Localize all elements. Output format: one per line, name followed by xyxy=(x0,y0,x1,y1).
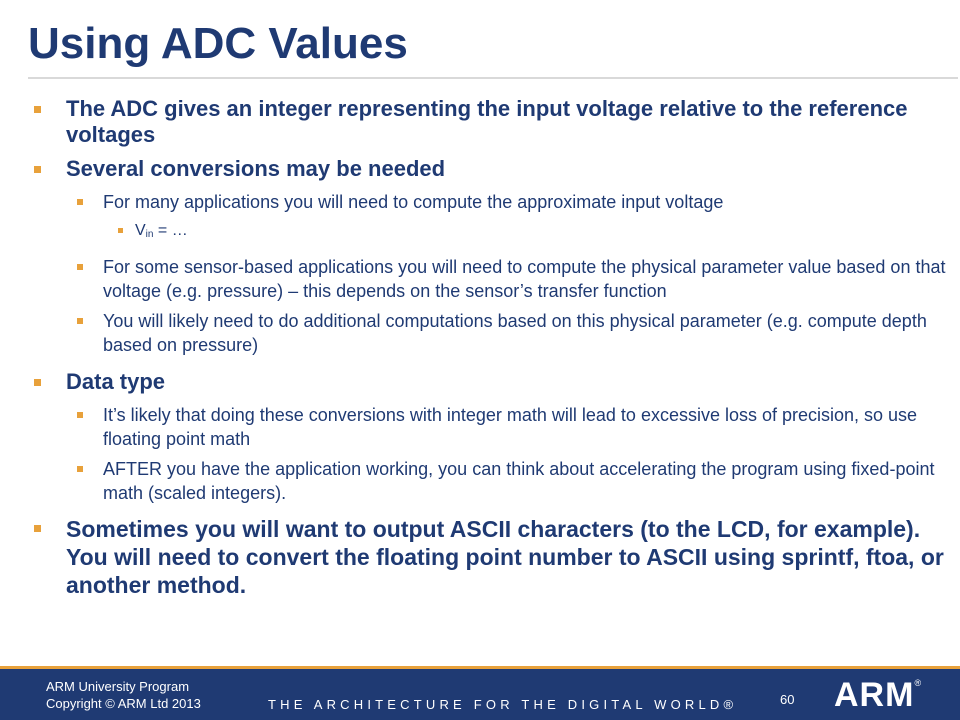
bullet-square-icon xyxy=(34,525,41,532)
footer-credits xyxy=(46,678,201,712)
slide-title: Using ADC Values xyxy=(28,19,408,68)
footer-copyright: Copyright © ARM Ltd 2013 xyxy=(46,696,201,711)
bullet-square-icon xyxy=(77,199,83,205)
subbullet-text: AFTER you have the application working, you can think about accelerating the program using fixed-point math (scaled integers). xyxy=(103,459,935,503)
bullet-square-icon xyxy=(34,166,41,173)
bullet-text: Data type xyxy=(66,369,166,394)
title-divider xyxy=(28,77,958,79)
footer-tagline: THE ARCHITECTURE FOR THE DIGITAL WORLD® xyxy=(268,697,738,712)
vin-subscript: in xyxy=(145,229,154,240)
vin-symbol: V xyxy=(135,222,146,239)
bullet-square-icon xyxy=(34,106,41,113)
arm-logo-text: ARM xyxy=(834,676,915,714)
bullet-square-icon xyxy=(77,318,83,324)
bullet-adc-integer xyxy=(0,96,960,148)
bullet-text: The ADC gives an integer representing the input voltage relative to the reference voltages xyxy=(66,96,908,147)
slide-content xyxy=(0,96,960,607)
footer-program: ARM University Program xyxy=(46,679,190,694)
subbullet-fixed-point xyxy=(0,457,960,505)
vin-rest: = … xyxy=(153,222,188,239)
footer-accent-line xyxy=(0,666,960,669)
bullet-square-icon xyxy=(77,264,83,270)
arm-logo xyxy=(834,676,922,715)
subbullet-additional-computations xyxy=(0,309,960,357)
subbullet-integer-precision xyxy=(0,403,960,451)
subbullet-sensor-parameter xyxy=(0,255,960,303)
bullet-text: Several conversions may be needed xyxy=(66,156,446,181)
bullet-text: Sometimes you will want to output ASCII characters (to the LCD, for example). You will need to convert the floating point number to ASCII using sprintf, ftoa, or another method. xyxy=(66,516,944,598)
subbullet-input-voltage xyxy=(0,190,960,214)
subbullet-text: It’s likely that doing these conversions with integer math will lead to excessive loss of precision, so use floating point math xyxy=(103,405,918,449)
bullet-square-icon xyxy=(118,228,123,233)
subsubbullet-vin xyxy=(0,220,960,246)
subbullet-text: You will likely need to do additional computations based on this physical parameter (e.g. compute depth based on pressure) xyxy=(103,311,927,355)
bullet-square-icon xyxy=(77,412,83,418)
arm-logo-mark: ® xyxy=(914,678,923,688)
bullet-square-icon xyxy=(77,466,83,472)
bullet-ascii-output xyxy=(0,515,960,599)
vin-formula xyxy=(135,220,960,246)
subbullet-text: For some sensor-based applications you will need to compute the physical parameter value based on that voltage (e.g. pressure) – this depends on the sensor’s transfer function xyxy=(103,257,946,301)
bullet-data-type xyxy=(0,369,960,395)
bullet-square-icon xyxy=(34,379,41,386)
subbullet-text: For many applications you will need to compute the approximate input voltage xyxy=(103,192,724,212)
bullet-conversions xyxy=(0,156,960,182)
page-number: 60 xyxy=(780,692,795,707)
